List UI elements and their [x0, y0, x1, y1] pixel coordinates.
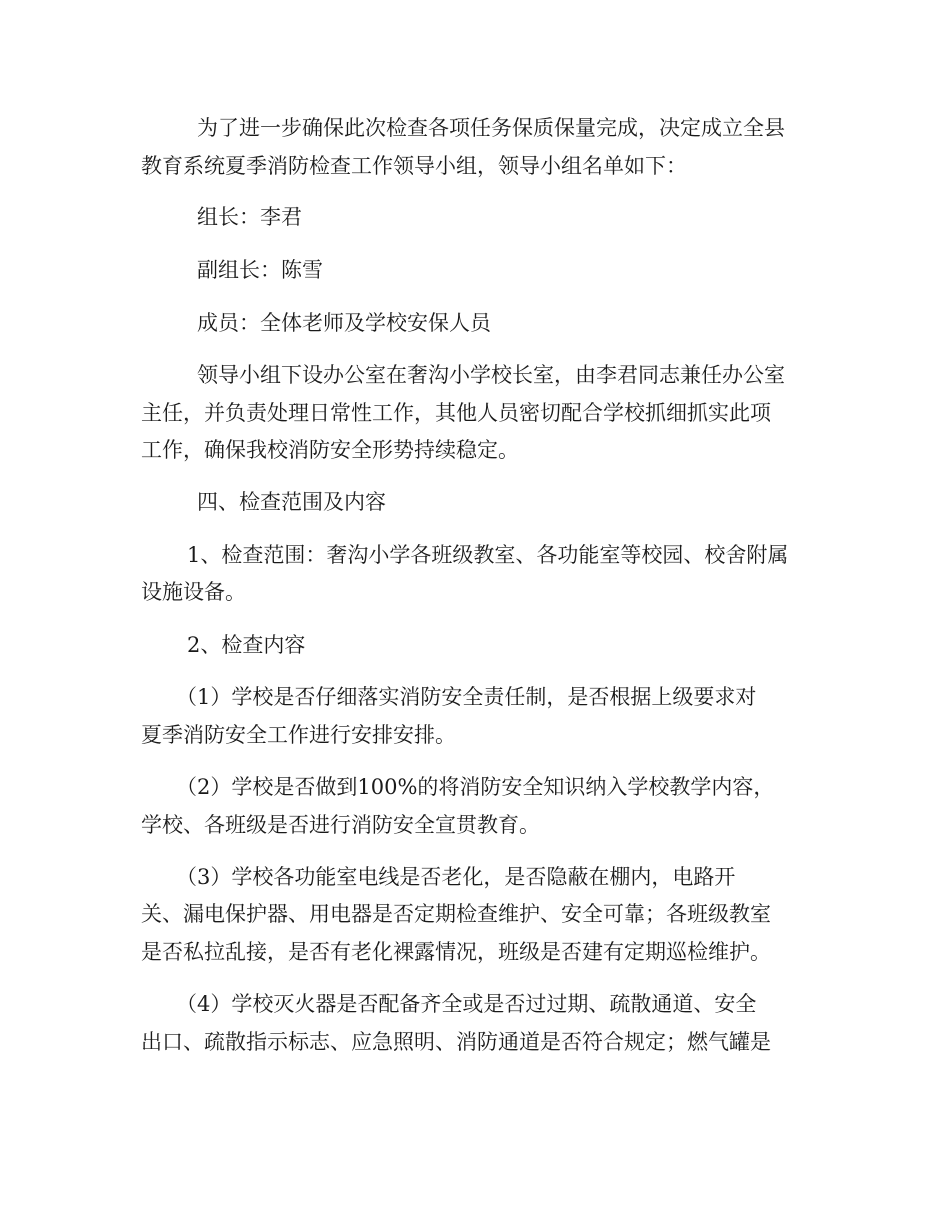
paragraph-line: 主任，并负责处理日常性工作，其他人员密切配合学校抓细抓实此项 — [141, 401, 771, 425]
paragraph-line: 是否私拉乱接，是否有老化裸露情况，班级是否建有定期巡检维护。 — [141, 940, 771, 964]
paragraph-line: 工作，确保我校消防安全形势持续稳定。 — [141, 438, 519, 462]
paragraph-line: （2）学校是否做到100%的将消防安全知识纳入学校教学内容， — [176, 775, 775, 799]
subheading: 2、检查内容 — [187, 633, 306, 657]
paragraph-line: 为了进一步确保此次检查各项任务保质保量完成，决定成立全县 — [197, 116, 785, 140]
paragraph-line: 关、漏电保护器、用电器是否定期检查维护、安全可靠；各班级教室 — [141, 902, 771, 926]
paragraph-line: 教育系统夏季消防检查工作领导小组，领导小组名单如下： — [141, 154, 687, 178]
paragraph-line: 成员：全体老师及学校安保人员 — [197, 311, 491, 335]
paragraph-line: 领导小组下设办公室在奢沟小学校长室，由李君同志兼任办公室 — [197, 363, 785, 387]
paragraph-line: 1、检查范围：奢沟小学各班级教室、各功能室等校园、校舍附属 — [187, 543, 789, 567]
paragraph-line: （4）学校灭火器是否配备齐全或是否过过期、疏散通道、安全 — [176, 992, 757, 1016]
paragraph-line: 出口、疏散指示标志、应急照明、消防通道是否符合规定；燃气罐是 — [141, 1030, 771, 1054]
paragraph-line: 学校、各班级是否进行消防安全宣贯教育。 — [141, 813, 540, 837]
paragraph-line: （3）学校各功能室电线是否老化，是否隐蔽在棚内，电路开 — [176, 865, 736, 889]
section-heading: 四、检查范围及内容 — [197, 490, 386, 514]
paragraph-line: 副组长：陈雪 — [197, 258, 323, 282]
paragraph-line: 组长：李君 — [197, 205, 302, 229]
paragraph-line: 夏季消防安全工作进行安排安排。 — [141, 723, 456, 747]
paragraph-line: 设施设备。 — [141, 580, 246, 604]
paragraph-line: （1）学校是否仔细落实消防安全责任制，是否根据上级要求对 — [176, 685, 757, 709]
